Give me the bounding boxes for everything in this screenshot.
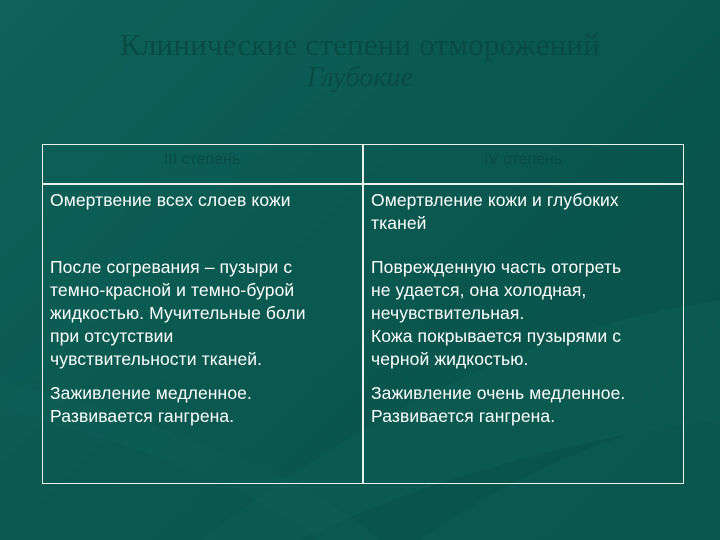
table-column-divider bbox=[362, 144, 364, 484]
table-cell: После согревания – пузыри с темно-красной и темно-бурой жидкостью. Мучительные боли при отсутствии чувствительности тканей. bbox=[50, 257, 306, 369]
column-header-grade-4: IV степень bbox=[483, 151, 563, 168]
table-cell: Омертвление кожи и глубоких тканей bbox=[371, 190, 619, 233]
table-cell: Омертвение всех слоев кожи bbox=[50, 190, 291, 210]
table-cell: Поврежденную часть отогреть не удается, она холодная, нечувствительная. Кожа покрывается пузырями с черной жидкостью. bbox=[371, 257, 622, 369]
table-header-divider bbox=[42, 183, 684, 185]
slide-subtitle: Глубокие bbox=[307, 62, 413, 93]
column-header-grade-3: III степень bbox=[163, 151, 241, 168]
slide-title: Клинические степени отморожений bbox=[119, 27, 601, 62]
table-cell: Заживление медленное. Развивается гангрена. bbox=[50, 383, 252, 426]
table-cell: Заживление очень медленное. Развивается гангрена. bbox=[371, 383, 626, 426]
